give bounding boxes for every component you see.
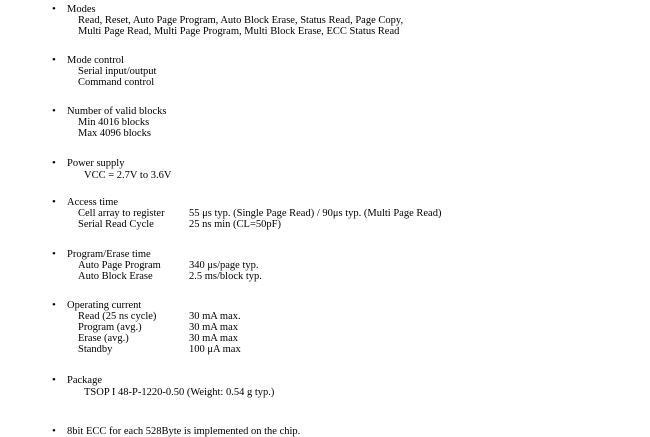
operating-current-label-3: Erase (avg.) (78, 333, 129, 344)
access-time-label-1: Cell array to register (78, 208, 165, 219)
bullet-modes: • (52, 3, 56, 15)
operating-current-label-2: Program (avg.) (78, 322, 142, 333)
operating-current-value-4: 100 μA max (189, 344, 241, 355)
access-time-value-1: 55 μs typ. (Single Page Read) / 90μs typ. (Multi Page Read) (189, 208, 442, 219)
program-erase-label-2: Auto Block Erase (78, 271, 153, 282)
heading-valid-blocks: Number of valid blocks (67, 106, 167, 117)
heading-modes: Modes (67, 4, 96, 15)
program-erase-value-2: 2.5 ms/block typ. (189, 271, 262, 282)
heading-access-time: Access time (67, 197, 119, 208)
operating-current-label-4: Standby (78, 344, 113, 355)
mode-control-line-2: Command control (78, 77, 155, 88)
valid-blocks-min: Min 4016 blocks (78, 117, 150, 128)
access-time-label-2: Serial Read Cycle (78, 219, 154, 230)
program-erase-value-1: 340 μs/page typ. (189, 260, 259, 271)
mode-control-line-1: Serial input/output (78, 66, 157, 77)
bullet-valid-blocks: • (52, 105, 56, 117)
package-line-1: TSOP I 48-P-1220-0.50 (Weight: 0.54 g typ.) (84, 387, 275, 398)
heading-ecc: 8bit ECC for each 528Byte is implemented on the chip. (67, 426, 301, 437)
bullet-mode-control: • (52, 54, 56, 66)
modes-line-1: Read, Reset, Auto Page Program, Auto Block Erase, Status Read, Page Copy, (78, 15, 404, 26)
heading-program-erase-time: Program/Erase time (67, 249, 151, 260)
operating-current-value-3: 30 mA max (189, 333, 238, 344)
access-time-value-2: 25 ns min (CL=50pF) (189, 219, 281, 230)
bullet-package: • (52, 374, 56, 386)
valid-blocks-max: Max 4096 blocks (78, 128, 151, 139)
operating-current-value-2: 30 mA max (189, 322, 238, 333)
program-erase-label-1: Auto Page Program (78, 260, 161, 271)
modes-line-2: Multi Page Read, Multi Page Program, Multi Block Erase, ECC Status Read (78, 26, 400, 37)
power-supply-vcc: VCC = 2.7V to 3.6V (84, 170, 172, 181)
bullet-access-time: • (52, 196, 56, 208)
bullet-program-erase-time: • (52, 248, 56, 260)
bullet-operating-current: • (52, 299, 56, 311)
bullet-ecc: • (52, 425, 56, 437)
heading-mode-control: Mode control (67, 55, 124, 66)
bullet-power-supply: • (52, 157, 56, 169)
operating-current-value-1: 30 mA max. (189, 311, 241, 322)
heading-package: Package (67, 375, 102, 386)
heading-power-supply: Power supply (67, 158, 125, 169)
operating-current-label-1: Read (25 ns cycle) (78, 311, 157, 322)
heading-operating-current: Operating current (67, 300, 142, 311)
